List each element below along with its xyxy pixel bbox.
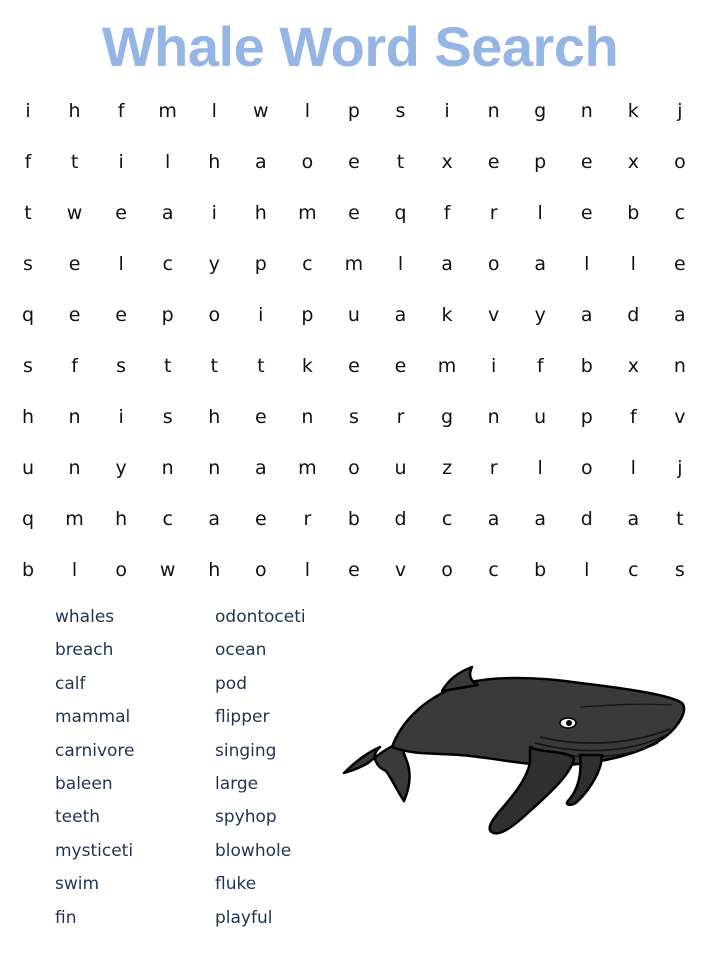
word-list-item: mammal (55, 707, 131, 728)
grid-letter: n (208, 456, 221, 479)
grid-letter: a (534, 507, 547, 530)
grid-letter: j (677, 456, 683, 479)
grid-letter: o (115, 558, 127, 581)
grid-letter: o (580, 456, 593, 479)
grid-letter: g (534, 99, 547, 122)
grid-letter: l (630, 252, 636, 275)
grid-row (18, 391, 690, 442)
grid-row (18, 187, 690, 238)
grid-row (18, 442, 690, 493)
grid-letter: i (25, 99, 31, 122)
grid-letter: p (347, 99, 360, 122)
word-list-item: odontoceti (215, 607, 306, 627)
grid-letter: g (441, 405, 454, 428)
grid-row (18, 238, 690, 289)
grid-letter: i (258, 303, 264, 326)
grid-row (18, 493, 690, 544)
grid-letter: s (162, 405, 173, 428)
grid-letter: e (254, 405, 267, 428)
word-list-item: flipper (215, 707, 270, 728)
grid-letter: t (396, 150, 405, 173)
grid-letter: h (254, 201, 267, 224)
grid-letter: c (441, 507, 453, 530)
grid-letter: w (253, 99, 269, 122)
grid-letter: y (208, 252, 220, 275)
grid-letter: t (163, 354, 172, 377)
grid-letter: p (301, 303, 314, 326)
letter-grid (18, 85, 690, 595)
grid-letter: b (627, 201, 640, 224)
grid-letter: e (68, 303, 81, 326)
grid-letter: o (674, 150, 686, 173)
grid-letter: n (161, 456, 174, 479)
grid-letter: m (65, 507, 84, 530)
grid-letter: r (303, 507, 312, 530)
grid-letter: y (115, 456, 127, 479)
grid-letter: h (208, 405, 221, 428)
grid-row (18, 289, 690, 340)
grid-letter: b (580, 354, 593, 377)
grid-letter: o (301, 150, 314, 173)
grid-letter: o (208, 303, 221, 326)
grid-letter: s (23, 252, 33, 275)
grid-letter: e (254, 507, 267, 530)
word-list-left (55, 601, 135, 935)
grid-letter: u (394, 456, 407, 479)
grid-letter: x (627, 150, 639, 173)
word-list-item: breach (55, 640, 114, 661)
word-list-item: singing (215, 740, 277, 761)
word-list-item: whales (55, 607, 115, 627)
grid-letter: c (628, 558, 639, 581)
grid-letter: a (208, 507, 221, 530)
word-list-item: spyhop (215, 807, 277, 828)
grid-row (18, 136, 690, 187)
grid-letter: e (348, 354, 360, 377)
grid-letter: i (118, 405, 124, 428)
grid-letter: t (257, 354, 265, 377)
grid-letter: r (489, 456, 498, 479)
grid-letter: d (580, 507, 593, 530)
word-list-item: teeth (55, 807, 101, 828)
grid-letter: n (487, 405, 500, 428)
grid-letter: b (534, 558, 547, 581)
grid-letter: p (534, 150, 547, 173)
grid-letter: c (674, 201, 686, 224)
word-list-item: carnivore (55, 740, 135, 761)
grid-letter: b (347, 507, 360, 530)
grid-letter: e (487, 150, 500, 173)
grid-letter: a (487, 507, 500, 530)
grid-letter: o (441, 558, 453, 581)
grid-letter: r (396, 405, 405, 428)
grid-letter: n (487, 99, 500, 122)
grid-letter: h (208, 558, 221, 581)
word-list-item: swim (55, 874, 100, 895)
grid-letter: n (580, 99, 593, 122)
grid-letter: l (71, 558, 78, 581)
grid-letter: s (23, 354, 33, 377)
word-list-item: blowhole (215, 840, 292, 861)
grid-row (18, 544, 690, 595)
grid-letter: x (627, 354, 639, 377)
grid-letter: l (397, 252, 404, 275)
grid-letter: i (490, 354, 497, 377)
grid-letter: l (211, 99, 217, 122)
grid-letter: l (537, 201, 543, 224)
grid-letter: q (21, 507, 35, 530)
word-list-item: fluke (215, 874, 257, 895)
grid-letter: e (68, 252, 81, 275)
grid-letter: o (348, 456, 360, 479)
grid-letter: m (437, 354, 457, 377)
grid-letter: f (443, 201, 451, 224)
grid-letter: m (298, 456, 317, 479)
grid-letter: x (441, 150, 453, 173)
grid-letter: s (674, 558, 685, 581)
grid-letter: s (348, 405, 359, 428)
grid-letter: q (21, 303, 35, 326)
grid-letter: c (162, 252, 173, 275)
grid-letter: a (580, 303, 593, 326)
word-list-item: fin (55, 907, 77, 928)
grid-letter: r (489, 201, 498, 224)
grid-letter: m (344, 252, 364, 275)
grid-letter: f (536, 354, 544, 377)
grid-letter: k (441, 303, 453, 326)
grid-letter: t (676, 507, 684, 530)
grid-letter: a (627, 507, 640, 530)
page-title: Whale Word Search (101, 15, 619, 78)
grid-row (18, 340, 690, 391)
grid-letter: e (580, 150, 593, 173)
grid-letter: v (674, 405, 686, 428)
grid-letter: w (66, 201, 83, 224)
grid-letter: c (302, 252, 313, 275)
grid-letter: t (24, 201, 32, 224)
grid-letter: i (444, 99, 450, 122)
word-list-right (215, 601, 306, 935)
word-list-item: calf (55, 673, 86, 694)
grid-letter: l (630, 456, 636, 479)
grid-letter: b (21, 558, 35, 581)
grid-letter: j (677, 99, 683, 122)
grid-letter: l (165, 150, 171, 173)
grid-letter: w (159, 558, 176, 581)
grid-letter: e (348, 558, 360, 581)
grid-letter: s (395, 99, 406, 122)
grid-letter: q (394, 201, 407, 224)
word-list-item: pod (215, 673, 247, 694)
grid-letter: v (488, 303, 500, 326)
word-list-item: large (215, 773, 259, 794)
grid-letter: f (629, 405, 637, 428)
grid-letter: l (304, 99, 311, 122)
grid-letter: t (70, 150, 79, 173)
grid-letter: h (208, 150, 221, 173)
grid-letter: n (68, 456, 81, 479)
grid-letter: e (674, 252, 686, 275)
grid-letter: v (394, 558, 407, 581)
grid-letter: c (162, 507, 173, 530)
grid-letter: i (118, 150, 124, 173)
grid-letter: u (21, 456, 35, 479)
grid-letter: a (534, 252, 547, 275)
grid-letter: h (21, 405, 35, 428)
grid-letter: d (627, 303, 640, 326)
grid-letter: a (161, 201, 174, 224)
grid-letter: y (534, 303, 546, 326)
grid-letter: a (441, 252, 453, 275)
grid-letter: l (584, 252, 590, 275)
grid-letter: a (254, 456, 267, 479)
grid-letter: o (487, 252, 500, 275)
grid-letter: e (115, 201, 127, 224)
grid-letter: f (24, 150, 32, 173)
grid-letter: e (394, 354, 407, 377)
grid-letter: e (115, 303, 127, 326)
grid-letter: n (301, 405, 314, 428)
grid-letter: d (394, 507, 407, 530)
word-list-item: playful (215, 907, 273, 928)
grid-letter: e (580, 201, 593, 224)
grid-letter: n (68, 405, 81, 428)
grid-letter: h (68, 99, 81, 122)
humpback-whale-icon (340, 655, 690, 845)
grid-letter: i (211, 201, 217, 224)
grid-letter: l (118, 252, 124, 275)
grid-letter: e (348, 201, 360, 224)
grid-letter: m (158, 99, 177, 122)
grid-row (18, 85, 690, 136)
grid-letter: f (71, 354, 78, 377)
grid-letter: n (673, 354, 686, 377)
grid-letter: e (348, 150, 360, 173)
grid-letter: c (488, 558, 499, 581)
word-list-item: baleen (55, 773, 113, 794)
grid-letter: p (580, 405, 593, 428)
grid-letter: z (442, 456, 453, 479)
grid-letter: l (537, 456, 543, 479)
grid-letter: o (255, 558, 267, 581)
grid-letter: k (301, 354, 313, 377)
grid-letter: a (254, 150, 267, 173)
grid-letter: k (627, 99, 639, 122)
grid-letter: p (254, 252, 267, 275)
word-list-item: ocean (215, 640, 267, 661)
grid-letter: f (117, 99, 125, 122)
grid-letter: l (304, 558, 311, 581)
grid-letter: l (584, 558, 590, 581)
grid-letter: u (534, 405, 547, 428)
grid-letter: s (116, 354, 127, 377)
grid-letter: h (115, 507, 128, 530)
grid-letter: a (394, 303, 407, 326)
grid-letter: m (298, 201, 317, 224)
word-list-item: mysticeti (55, 840, 134, 861)
grid-letter: t (210, 354, 218, 377)
grid-letter: u (347, 303, 360, 326)
grid-letter: a (674, 303, 686, 326)
grid-letter: p (161, 303, 174, 326)
